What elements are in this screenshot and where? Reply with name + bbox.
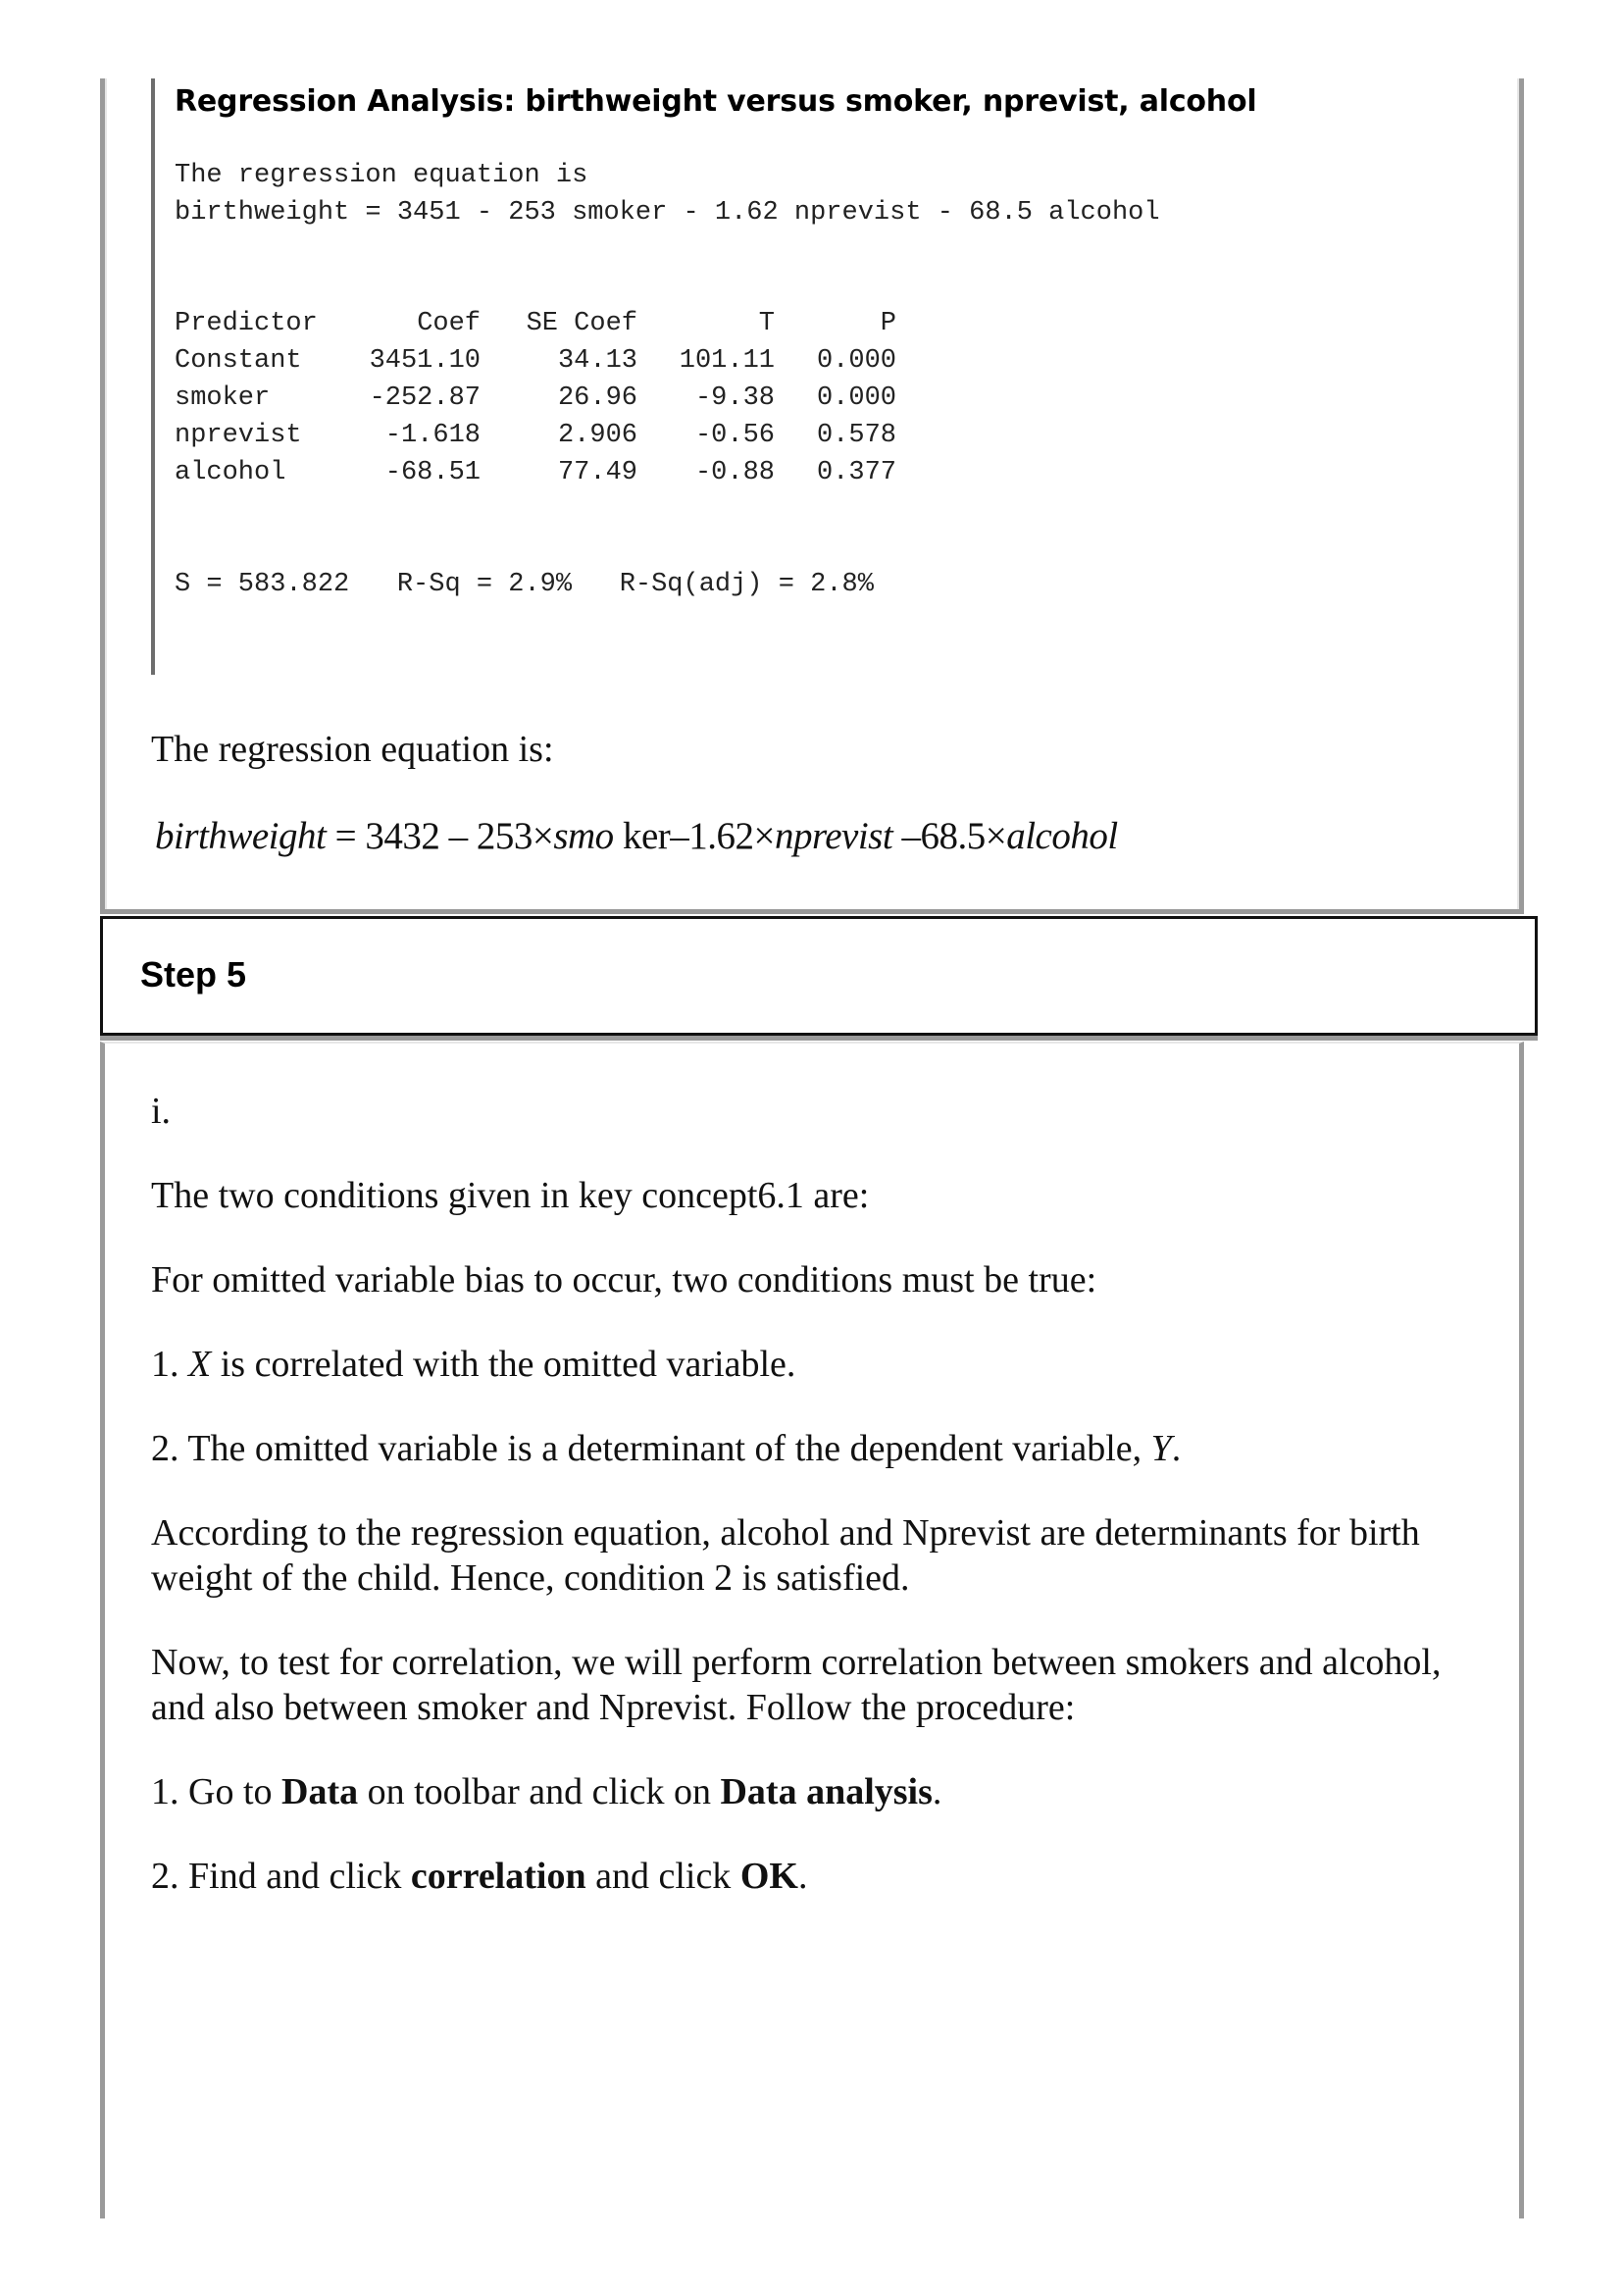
punctuation: . (797, 1856, 808, 1897)
table-header-row (175, 305, 896, 342)
bold-term: Data analysis (720, 1771, 933, 1812)
condition-text: is correlated with the omitted variable. (211, 1344, 796, 1385)
stat-s: S = 583.822 (175, 570, 350, 599)
variable-x: X (188, 1344, 212, 1385)
condition-1 (151, 1342, 1446, 1387)
part-label: i. (151, 1091, 172, 1132)
variable-y: Y (1150, 1428, 1172, 1469)
bold-term: OK (739, 1856, 798, 1897)
formula-part: = 3432 – 253× (326, 815, 554, 857)
condition-text: 2. The omitted variable is a determinant of the dependent variable, (151, 1428, 1151, 1469)
procedure-step-1 (151, 1769, 1446, 1814)
paragraph: According to the regression equation, alcohol and Nprevist are determinants for birth weight of the child. Hence, condition 2 is satisfied. (151, 1512, 1420, 1599)
table-row (175, 417, 896, 454)
table-row (175, 342, 896, 380)
step-text: and click (585, 1856, 740, 1897)
cell-se-coef: 34.13 (557, 346, 637, 376)
formula-alcohol: alcohol (1006, 815, 1118, 857)
cell-se-coef: 26.96 (557, 383, 637, 413)
table-row (175, 380, 896, 417)
cell-t: -0.56 (694, 421, 775, 450)
step-text: 1. Go to (151, 1771, 281, 1812)
minitab-output (151, 78, 1332, 675)
cell-predictor: smoker (175, 383, 271, 413)
cell-se-coef: 77.49 (557, 458, 637, 487)
formula-nprevist: nprevist (774, 815, 893, 857)
coefficient-table (175, 305, 896, 491)
procedure-step-2 (151, 1854, 1446, 1899)
formula-smo: smo (553, 815, 614, 857)
cell-coef: -68.51 (384, 458, 481, 487)
equation-intro: The regression equation is: (151, 729, 554, 770)
cell-coef: 3451.10 (369, 346, 481, 376)
regression-title: Regression Analysis: birthweight versus smoker, nprevist, alcohol (175, 84, 1257, 119)
header-coef: Coef (417, 309, 481, 338)
cell-coef: -1.618 (384, 421, 481, 450)
paragraph: Now, to test for correlation, we will perform correlation between smokers and alcohol, and also between smoker and Nprevist. Follow the procedure: (151, 1642, 1442, 1728)
paragraph: The two conditions given in key concept6.1 are: (151, 1175, 870, 1216)
cell-p: 0.000 (816, 383, 896, 413)
bold-term: Data (281, 1771, 359, 1812)
punctuation: . (932, 1771, 942, 1812)
header-t: T (758, 309, 775, 338)
formula-lhs: birthweight (155, 815, 327, 857)
step-text: 2. Find and click (151, 1856, 411, 1897)
bold-term: correlation (410, 1856, 586, 1897)
formula-part: ker–1.62× (613, 815, 775, 857)
cell-predictor: Constant (175, 346, 302, 376)
cell-predictor: nprevist (175, 421, 302, 450)
cell-t: 101.11 (679, 346, 775, 376)
formula-part: –68.5× (892, 815, 1007, 857)
header-predictor: Predictor (175, 309, 318, 338)
equation-label: The regression equation is (175, 161, 588, 190)
cell-t: -9.38 (694, 383, 775, 413)
cell-p: 0.377 (816, 458, 896, 487)
step-header (100, 916, 1538, 1036)
step-text: on toolbar and click on (358, 1771, 721, 1812)
paragraph: For omitted variable bias to occur, two conditions must be true: (151, 1259, 1097, 1300)
cell-se-coef: 2.906 (557, 421, 637, 450)
cell-t: -0.88 (694, 458, 775, 487)
cell-predictor: alcohol (175, 458, 286, 487)
cell-coef: -252.87 (369, 383, 481, 413)
cell-p: 0.000 (816, 346, 896, 376)
cell-p: 0.578 (816, 421, 896, 450)
regression-equation-output: birthweight = 3451 - 253 smoker - 1.62 nprevist - 68.5 alcohol (175, 198, 1160, 228)
regression-formula (155, 814, 1118, 858)
header-p: P (880, 309, 896, 338)
table-row (175, 454, 896, 491)
punctuation: . (1171, 1428, 1182, 1469)
list-number: 1. (151, 1344, 188, 1385)
header-se-coef: SE Coef (526, 309, 637, 338)
stat-rsq-adj: R-Sq(adj) = 2.8% (619, 570, 874, 599)
stat-rsq: R-Sq = 2.9% (396, 570, 573, 599)
solution-panel-bottom (100, 1042, 1524, 2218)
model-stats (175, 566, 874, 603)
condition-2 (151, 1426, 1446, 1471)
step-title: Step 5 (140, 954, 247, 994)
